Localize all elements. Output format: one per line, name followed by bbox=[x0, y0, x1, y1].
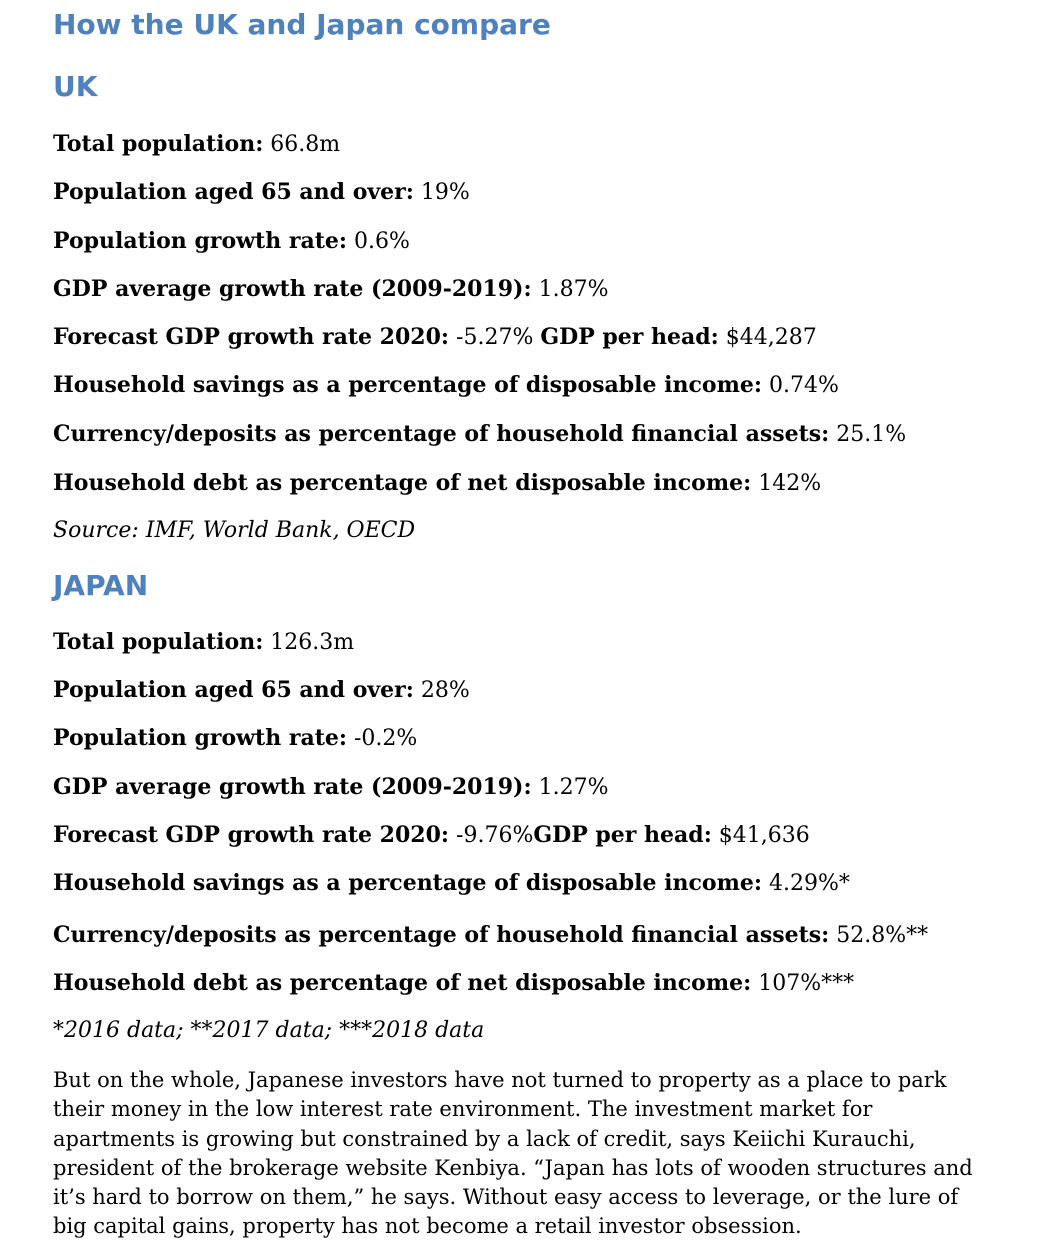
japan-stat-total-population: Total population: 126.3m bbox=[53, 629, 355, 655]
japan-stat-population-growth: Population growth rate: -0.2% bbox=[53, 725, 418, 751]
japan-footnote: *2016 data; **2017 data; ***2018 data bbox=[53, 1018, 485, 1043]
uk-stat-forecast-gdp: Forecast GDP growth rate 2020: -5.27% GDP per head: $44,287 bbox=[53, 324, 817, 350]
uk-source: Source: IMF, World Bank, OECD bbox=[53, 518, 416, 543]
uk-stat-currency-deposits: Currency/deposits as percentage of household financial assets: 25.1% bbox=[53, 421, 907, 447]
japan-stat-aged-65: Population aged 65 and over: 28% bbox=[53, 677, 470, 703]
paragraph-line: their money in the low interest rate environment. The investment market for bbox=[53, 1097, 873, 1122]
uk-stat-household-debt: Household debt as percentage of net disposable income: 142% bbox=[53, 470, 822, 496]
paragraph-line: apartments is growing but constrained by a lack of credit, says Keiichi Kurauchi, bbox=[53, 1126, 916, 1151]
uk-heading: UK bbox=[53, 70, 98, 103]
japan-stat-household-debt: Household debt as percentage of net disposable income: 107%*** bbox=[53, 970, 855, 996]
paragraph-line: president of the brokerage website Kenbiya. “Japan has lots of wooden structures and bbox=[53, 1155, 973, 1180]
paragraph-line: it’s hard to borrow on them,” he says. Without easy access to leverage, or the lure of bbox=[53, 1185, 959, 1210]
uk-stat-household-savings: Household savings as a percentage of disposable income: 0.74% bbox=[53, 372, 839, 398]
uk-stat-population-growth: Population growth rate: 0.6% bbox=[53, 228, 410, 254]
japan-stat-forecast-gdp: Forecast GDP growth rate 2020: -9.76%GDP per head: $41,636 bbox=[53, 822, 810, 848]
japan-stat-household-savings: Household savings as a percentage of disposable income: 4.29%* bbox=[53, 870, 850, 896]
page-title: How the UK and Japan compare bbox=[53, 8, 551, 41]
uk-stat-aged-65: Population aged 65 and over: 19% bbox=[53, 179, 470, 205]
uk-stat-gdp-average-growth: GDP average growth rate (2009-2019): 1.87% bbox=[53, 276, 609, 302]
paragraph-line: But on the whole, Japanese investors have not turned to property as a place to park bbox=[53, 1068, 947, 1092]
japan-stat-gdp-average-growth: GDP average growth rate (2009-2019): 1.27% bbox=[53, 774, 609, 800]
body-paragraph bbox=[53, 1066, 1013, 1242]
uk-stat-total-population: Total population: 66.8m bbox=[53, 131, 341, 157]
japan-stat-currency-deposits: Currency/deposits as percentage of household financial assets: 52.8%** bbox=[53, 922, 929, 948]
japan-heading: JAPAN bbox=[53, 569, 149, 602]
paragraph-line: big capital gains, property has not become a retail investor obsession. bbox=[53, 1214, 802, 1239]
